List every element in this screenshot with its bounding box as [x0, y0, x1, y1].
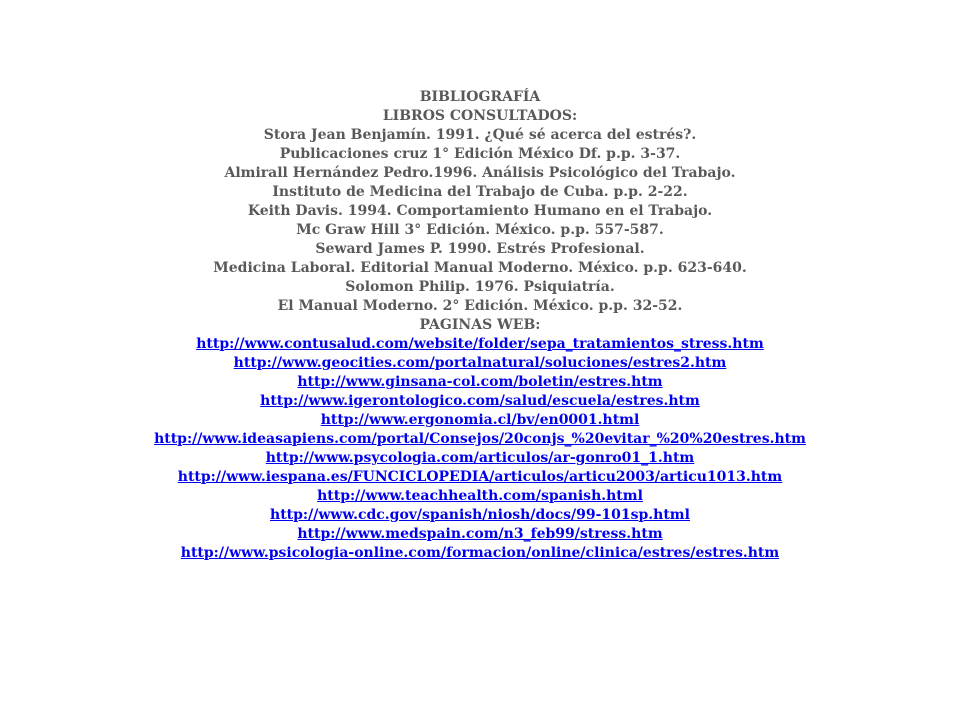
book-entry: Seward James P. 1990. Estrés Profesional. — [315, 241, 645, 257]
web-link[interactable]: http://www.ergonomia.cl/bv/en0001.html — [320, 412, 640, 428]
web-link[interactable]: http://www.cdc.gov/spanish/niosh/docs/99-101sp.html — [270, 507, 690, 523]
bibliography-slide — [0, 88, 960, 563]
web-link[interactable]: http://www.igerontologico.com/salud/escuela/estres.htm — [260, 393, 700, 409]
web-link[interactable]: http://www.ideasapiens.com/portal/Consejos/20conjs_%20evitar_%20%20estres.htm — [154, 431, 806, 447]
web-link[interactable]: http://www.psicologia-online.com/formacion/online/clinica/estres/estres.htm — [180, 545, 780, 561]
book-entry: Medicina Laboral. Editorial Manual Moderno. México. p.p. 623-640. — [213, 260, 747, 276]
book-entry: Mc Graw Hill 3° Edición. México. p.p. 557-587. — [296, 222, 664, 238]
web-link[interactable]: http://www.geocities.com/portalnatural/soluciones/estres2.htm — [233, 355, 727, 371]
books-heading: LIBROS CONSULTADOS: — [382, 108, 578, 124]
web-link[interactable]: http://www.contusalud.com/website/folder/sepa_tratamientos_stress.htm — [196, 336, 764, 352]
web-pages-heading: PAGINAS WEB: — [419, 317, 541, 333]
web-link[interactable]: http://www.ginsana-col.com/boletin/estres.htm — [297, 374, 663, 390]
book-entry: Stora Jean Benjamín. 1991. ¿Qué sé acerca del estrés?. — [263, 127, 697, 143]
bibliography-title: BIBLIOGRAFÍA — [419, 89, 541, 105]
book-entry: Publicaciones cruz 1° Edición México Df. p.p. 3-37. — [279, 146, 681, 162]
web-link[interactable]: http://www.iespana.es/FUNCICLOPEDIA/articulos/articu2003/articu1013.htm — [177, 469, 783, 485]
web-link[interactable]: http://www.medspain.com/n3_feb99/stress.htm — [297, 526, 663, 542]
book-entry: Almirall Hernández Pedro.1996. Análisis Psicológico del Trabajo. — [224, 165, 736, 181]
book-entry: Solomon Philip. 1976. Psiquiatría. — [345, 279, 615, 295]
book-entry: Instituto de Medicina del Trabajo de Cuba. p.p. 2-22. — [272, 184, 688, 200]
book-entry: El Manual Moderno. 2° Edición. México. p.p. 32-52. — [277, 298, 683, 314]
web-link[interactable]: http://www.psycologia.com/articulos/ar-gonro01_1.htm — [265, 450, 695, 466]
book-entry: Keith Davis. 1994. Comportamiento Humano en el Trabajo. — [247, 203, 713, 219]
web-link[interactable]: http://www.teachhealth.com/spanish.html — [317, 488, 643, 504]
